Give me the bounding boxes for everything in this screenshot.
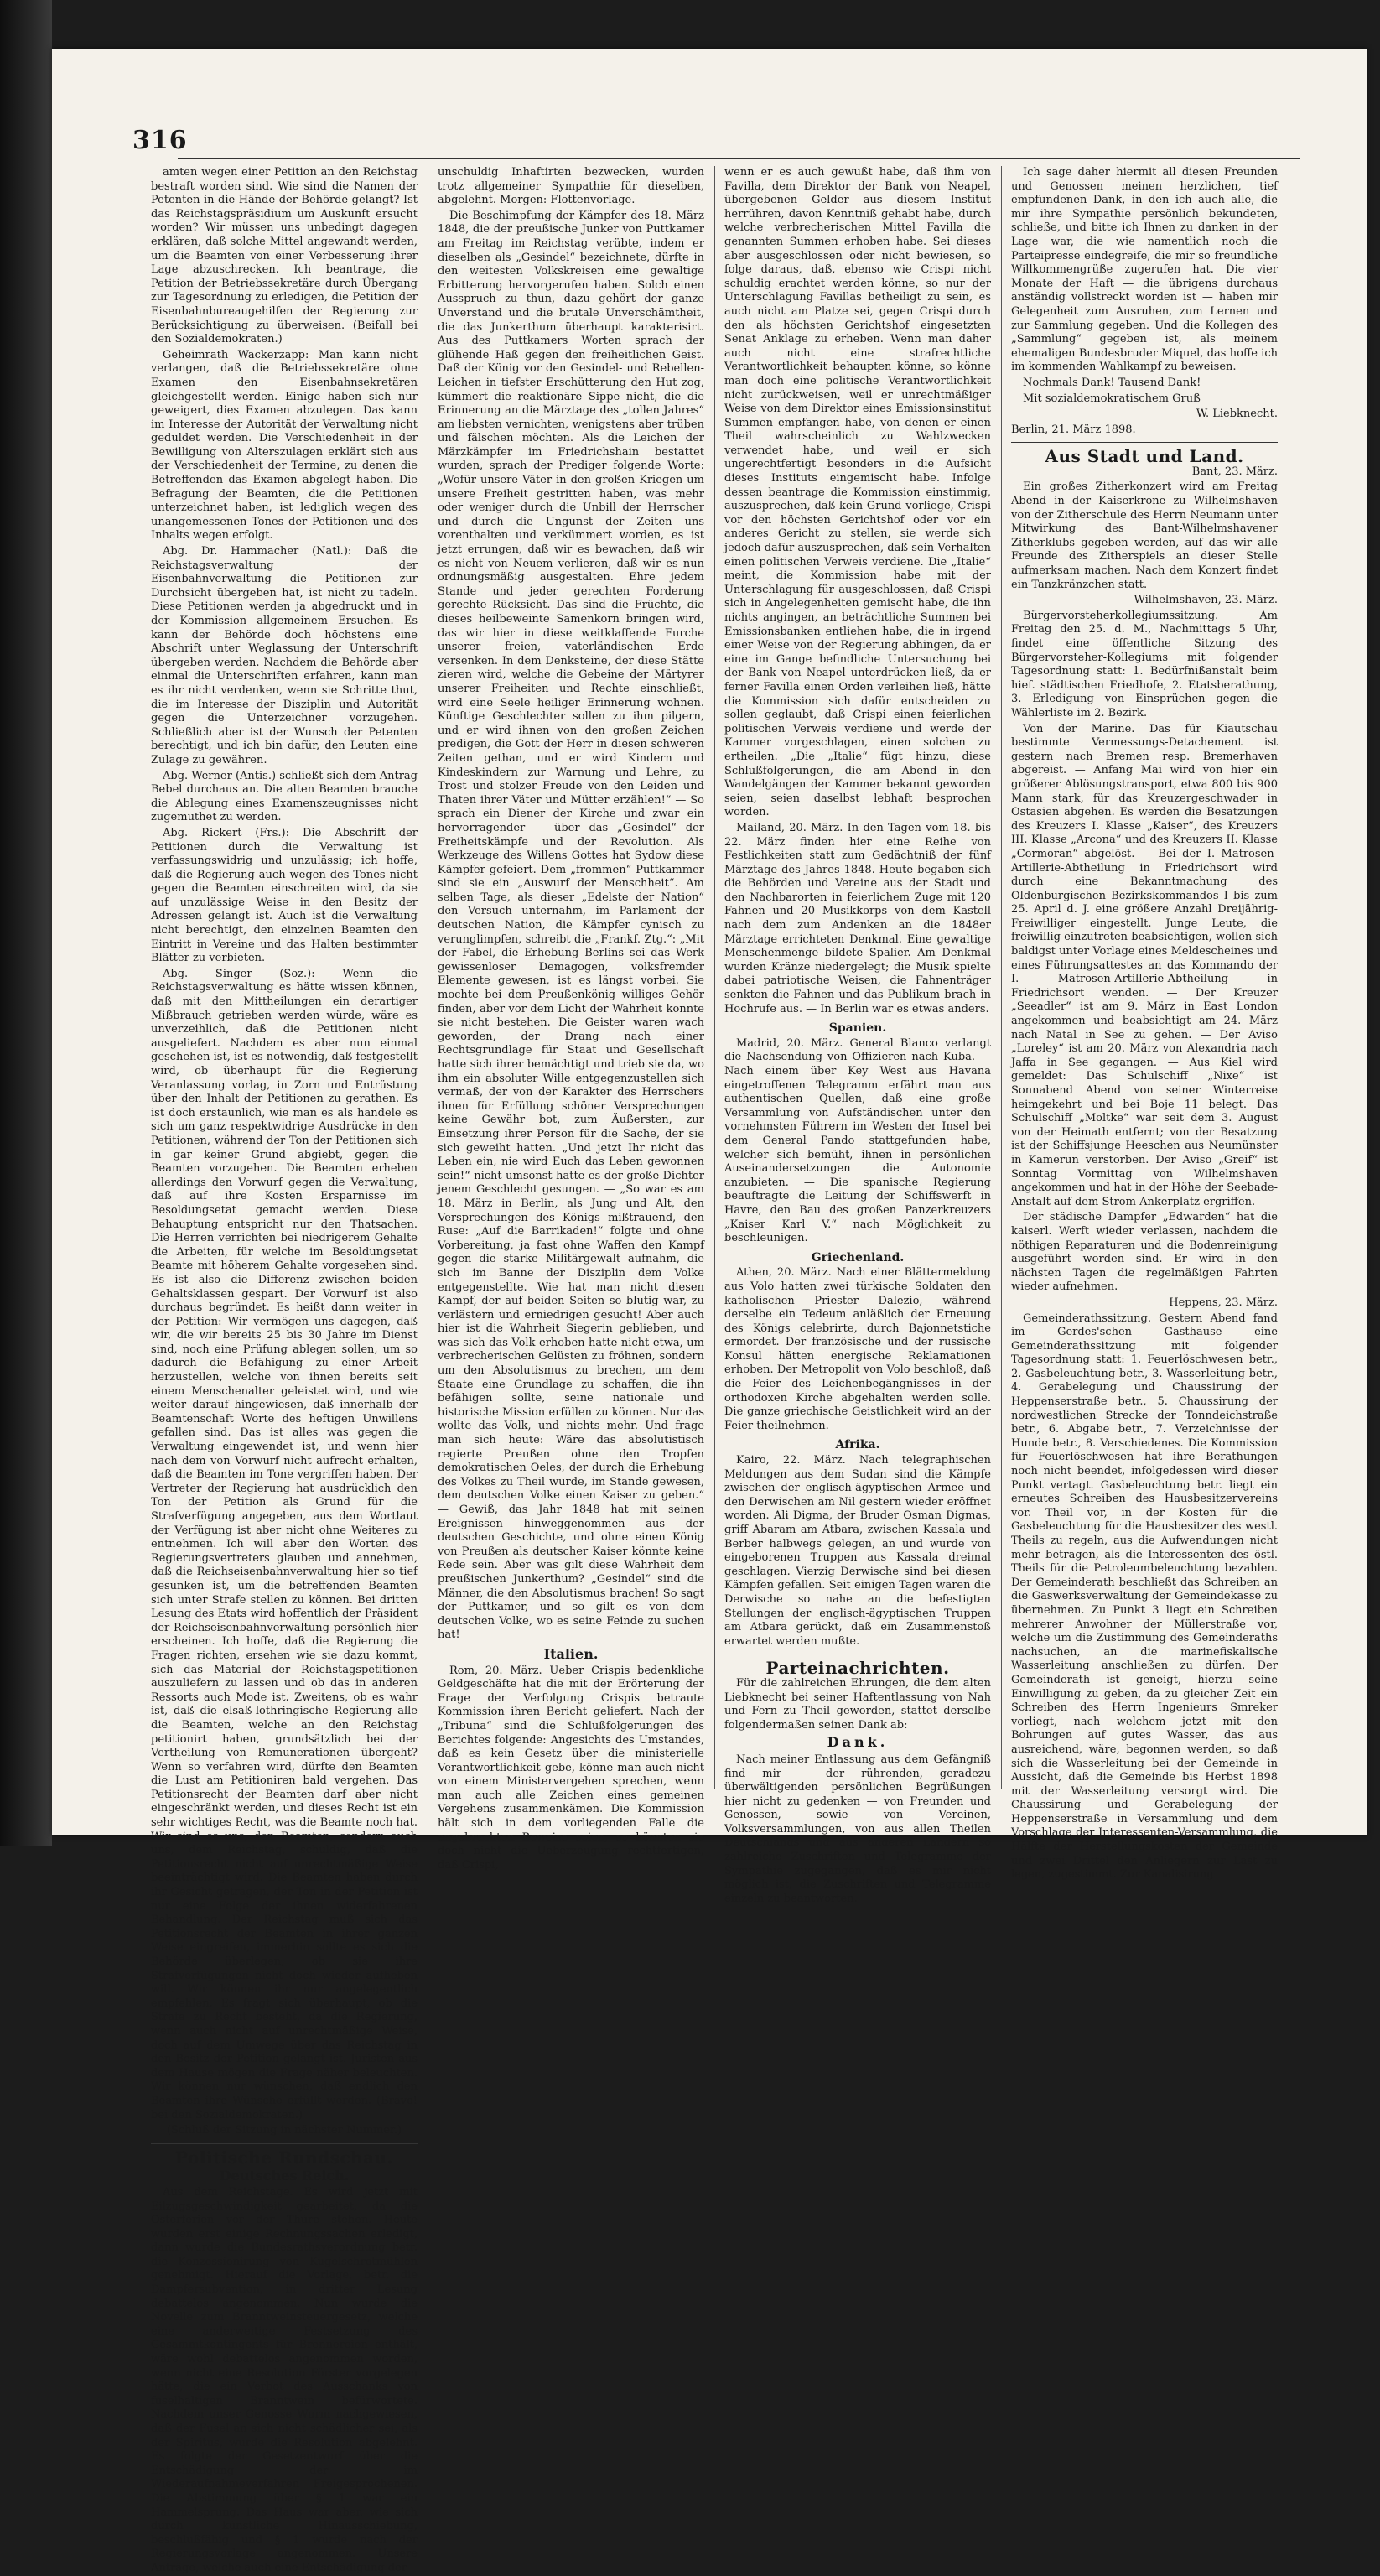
column-4 bbox=[1011, 166, 1278, 1882]
column-3 bbox=[724, 166, 991, 1905]
paragraph: amten wegen einer Petition an den Reichstag bestraft worden sind. Wie sind die Namen der Petenten in die Hände der Behörde gelangt? Ist das Reichstagspräsidium um Auskunft ersucht worden? Wir müssen uns unbedingt dagegen erklären, daß solche Mittel angewandt werden, um die Beamten von einer Verbesserung ihrer Lage abzuschrecken. Ich beantrage, die Petition der Betriebssekretäre durch Übergang zur Tagesordnung zu erledigen, die Petition der Eisenbahnbureaugehilfen der Regierung zur Berücksichtigung zu überweisen. (Beifall bei den Sozialdemokraten.) bbox=[151, 166, 418, 346]
paragraph: Mit sozialdemokratischem Gruß bbox=[1023, 392, 1201, 405]
place-dateline: Wilhelmshaven, 23. März. bbox=[1134, 594, 1278, 607]
subsection-germany: Deutsches Reich. bbox=[219, 2168, 350, 2184]
page-number: 316 bbox=[132, 126, 188, 155]
book-binding bbox=[0, 0, 52, 1846]
paragraph: Für die zahlreichen Ehrungen, die dem alten Liebknecht bei seiner Haftentlassung von Nah und Fern zu Theil geworden, stattet derselbe folgendermaßen seinen Dank ab: bbox=[724, 1676, 991, 1732]
column-2 bbox=[438, 166, 704, 1872]
paragraph: Ein großes Zitherkonzert wird am Freitag Abend in der Kaiserkrone zu Wilhelmshaven von der Zitherschule des Herrn Neumann unter Mitwirkung des Bant-Wilhelmshavener Zitherklubs gegeben werden, auf das wir alle Freunde des Zitherspiels an dieser Stelle aufmerksam machen. Nach dem Konzert findet ein Tanzkränzchen statt. bbox=[1011, 480, 1278, 591]
section-title-party-news: Parteinachrichten. bbox=[765, 1658, 950, 1679]
dank-heading: Dank. bbox=[827, 1734, 889, 1751]
place-dateline: Heppens, 23. März. bbox=[1169, 1296, 1278, 1309]
paragraph: Nochmals Dank! Tausend Dank! bbox=[1023, 376, 1201, 389]
section-title-local-news: Aus Stadt und Land. bbox=[1045, 446, 1244, 467]
paragraph: wenn er es auch gewußt habe, daß ihm von Favilla, dem Direktor der Bank von Neapel, übergebenen Gelder aus diesem Institut herrühren, davon Kenntniß gehabt habe, durch welche verbrecherischen Mittel Favilla die genannten Summen erhoben habe. Sei dieses aber ausgeschlossen oder nicht bewiesen, so folge daraus, daß, ebenso wie Crispi nicht schuldig erachtet werden könne, so nur der Unterschlagung Favillas betheiligt zu sein, es auch nicht am Platze sei, gegen Crispi durch den als höchsten Gerichtshof eingesetzten Senat Anklage zu erheben. Wenn man daher auch nicht eine strafrechtliche Verantwortlichkeit behaupten könne, so könne man doch eine politische Verantwortlichkeit nicht zurückweisen, weil er unrechtmäßiger Weise von dem Direktor eines Emissionsinstitut Summen empfangen habe, von denen er einen Theil wahrscheinlich zu Wahlzwecken verwendet habe, und weil er sich ungerechtfertigt besonders in die Aufsicht dieses Instituts eingemischt habe. Infolge dessen beantrage die Kommission einstimmig, auszusprechen, daß kein Grund vorliege, Crispi vor den höchsten Gerichtshof oder vor ein anderes Gericht zu stellen, sie werde sich jedoch dafür auszusprechen, daß sein Verhalten einen politischen Verweis verdiene. Die „Italie“ meint, die Kommission habe mit der Unterschlagung für ausgeschlossen, daß Crispi sich in Angelegenheiten gemischt habe, die ihn nichts angingen, an beträchtliche Summen bei Emissionsbanken entliehen habe, die in irgend einer Weise von der Regierung abhingen, da er eine im Gange befindliche Untersuchung bei der Bank von Neapel unterdrücken ließ, da er ferner Favilla einen Orden verleihen ließ, hätte die Kommission sich dafür entscheiden zu sollen geglaubt, daß Crispi einen feierlichen politischen Verweis verdiene und werde der Kammer vorgeschlagen, einen solchen zu ertheilen. „Die „Italie“ fügt hinzu, diese Schlußfolgerungen, die am Abend in den Wandelgängen der Kammer bekannt geworden seien, seien daselbst lebhaft besprochen worden. bbox=[724, 166, 991, 819]
paragraph: Von der Marine. Das für Kiautschau bestimmte Vermessungs-Detachement ist gestern nach Bremen resp. Bremerhaven abgereist. — Anfang Mai wird von hier ein größerer Ablösungstransport, etwa 800 bis 900 Mann stark, für das Kreuzergeschwader in Ostasien abgehen. Es werden die Besatzungen des Kreuzers I. Klasse „Kaiser“, des Kreuzers III. Klasse „Arcona“ und des Kreuzers II. Klasse „Cormoran“ abgelöst. — Bei der I. Matrosen-Artillerie-Abtheilung in Friedrichsort wird durch eine Bekanntmachung des Oldenburgischen Bezirkskommandos I bis zum 25. April d. J. eine größere Anzahl Dreijährig-Freiwilliger eingestellt. Junge Leute, die freiwillig einzutreten beabsichtigen, wollen sich baldigst unter Vorlage eines Meldescheines und eines Führungsattestes an das Kommando der I. Matrosen-Artillerie-Abtheilung in Friedrichsort wenden. — Der Kreuzer „Seeadler“ ist am 9. März in East London angekommen und beabsichtigt am 24. März nach Natal in See zu gehen. — Der Aviso „Loreley“ ist am 20. März von Alexandria nach Jaffa in See gegangen. — Aus Kiel wird gemeldet: Das Schulschiff „Nixe“ ist Sonnabend Abend von seiner Winterreise heimgekehrt und bei Boje 11 belegt. Das Schulschiff „Moltke“ war seit dem 3. August von der Heimath entfernt; von der Besatzung ist der Schiffsjunge Heeschen aus Neumünster in Kamerun verstorben. Der Aviso „Greif“ ist Sonntag Vormittag von Wilhelmshaven angekommen und hat in der Höhe der Seebade-Anstalt auf dem Strom Ankerplatz ergriffen. bbox=[1011, 722, 1278, 1208]
column-divider bbox=[714, 166, 715, 1789]
column-1 bbox=[151, 166, 418, 2574]
dateline: Berlin, 21. März 1898. bbox=[1011, 423, 1136, 436]
paragraph: Abg. Werner (Antis.) schließt sich dem Antrag Bebel durchaus an. Die alten Beamten brauche die Ablegung eines Examenszeugnisses nicht zugemuthet zu werden. bbox=[151, 769, 418, 824]
newspaper-page bbox=[52, 49, 1367, 2574]
paragraph: Abg. Dr. Hammacher (Natl.): Daß die Reichstagsverwaltung der Eisenbahnverwaltung die Petitionen zur Durchsicht übergeben hat, ist nicht zu tadeln. Diese Petitionen werden ja abgedruckt und in der Kommission allgemeinem Ersuchen. Es kann der Behörde doch höchstens eine Abschrift unter Weglassung der Unterschrift übergeben werden. Nachdem die Behörde aber einmal die Unterschriften erfahren, kann man es ihr nicht verdenken, wenn sie Schritte thut, die im Interesse der Disziplin und Autorität gegen die Unterzeichner vorzugehen. Schließlich aber ist der Wunsch der Petenten berechtigt, und ich bin dafür, den Leuten eine Zulage zu gewähren. bbox=[151, 545, 418, 766]
paragraph: Rom, 20. März. Ueber Crispis bedenkliche Geldgeschäfte hat die mit der Erörterung der Frage der Verfolgung Crispis betraute Kommission ihren Bericht geliefert. Nach der „Tribuna“ sind die Schlußfolgerungen des Berichtes folgende: Angesichts des Umstandes, daß es kein Gesetz über die ministerielle Verantwortlichkeit gebe, könne man auch nicht von einem Ministervergehen sprechen, wenn man auch alle Zeichen eines gemeinen Vergehens zusammenkämen. Die Kommission hält sich in dem vorliegenden Falle die angebrachten Beweise seien, so könnten sie doch nicht die Ueberzeugung rechtfertigen, daß Crispi, bbox=[438, 1664, 704, 1872]
section-title-politics: Politische Rundschau. bbox=[174, 2147, 394, 2168]
paragraph: Nach meiner Entlassung aus dem Gefängniß find mir — der rührenden, geradezu überwältigenden persönlichen Begrüßungen hier nicht zu gedenken — von Freunden und Genossen, sowie von Vereinen, Volksversammlungen, von aus allen Theilen Deutschlands und aus anderen Ländern so zahlreiche Zuschriften und Telegramme der Sympathie zugegangen, daß es mir nicht möglich ist, die Zuschriften und Telegramme einzeln zu beantworten. bbox=[724, 1753, 991, 1905]
subsection-italy: Italien. bbox=[543, 1645, 599, 1662]
paragraph: Gemeinderathssitzung. Gestern Abend fand im Gerdes'schen Gasthause eine Gemeinderathssitzung mit folgender Tagesordnung statt: 1. Feuerlöschwesen betr., 2. Gasbeleuchtung betr., 3. Wasserleitung betr., 4. Gerabelegung und Chaussirung der Heppenserstraße betr., 5. Chaussirung der nordwestlichen Strecke der Tonndeichstraße betr., 6. Abgabe betr., 7. Verzeichnisse der Hunde betr., 8. Verschiedenes. Die Kommission für Feuerlöschwesen hat ihre Berathungen noch nicht beendet, infolgedessen wird dieser Punkt vertagt. Gasbeleuchtung betr. liegt ein erneutes Schreiben des Hausbesitzervereins vor. Theil vor, in der Kosten für die Gasbeleuchtung für die Hausbesitzer des westl. Theils zu regeln, aus die Aufwendungen nicht mehr betragen, als die Interessenten des östl. Theils für die Petroleumbeleuchtung bezahlen. Der Gemeinderath beschließt das Schreiben an die Gaswerksverwaltung der Gemeindekasse zu übernehmen. Zu Punkt 3 liegt ein Schreiben mehrerer Anwohner der Müllerstraße vor, welche um die Zustimmung des Gemeinderaths nachsuchen, an die marinefiskalische Wasserleitung anschließen zu dürfen. Der Gemeinderath ist geneigt, hierzu seine Einwilligung zu geben, da zu gleicher Zeit ein Schreiben des Herrn Ingenieurs Smreker vorliegt, nach welchem jetzt mit den Bohrungen auf gutes Wasser, das aus ausreichend, wäre, begonnen werden, so daß sich die Wasserleitung bei der Gemeinde in Aussicht, daß die Gemeinde bis Herbst 1898 mit der Wasserleitung versorgt wird. Die Chaussirung und Gerabelegung der Heppenserstraße in Versammlung und dem Vorschlage der Interessenten-Versammlung, die Hälfte der Herstellungskosten der Gemeinde und zwei Drittel den Anliegern zur Last zu legen, zugestimmt. Zur Kanalisirung bbox=[1011, 1311, 1278, 1882]
signature: W. Liebknecht. bbox=[1196, 408, 1278, 421]
subsection-spain: Spanien. bbox=[828, 1021, 887, 1036]
subsection-greece: Griechenland. bbox=[811, 1250, 905, 1265]
paragraph: Geheimrath Wackerzapp: Man kann nicht verlangen, daß die Betriebssekretäre ohne Examen den Eisenbahnsekretären gleichgestellt werden. Einige haben sich nur geweigert, dies Examen abzulegen. Das kann im Interesse der Autorität der Verwaltung nicht geduldet werden. Die Verschiedenheit in der Bewilligung von Alterszulagen erklärt sich aus der Verschiedenheit der Termine, zu denen die Betreffenden das Examen abgelegt haben. Die Befragung der Beamten, die die Petitionen unterzeichnet haben, ist lediglich wegen des unangemessenen Tones der Petitionen und des Inhalts wegen erfolgt. bbox=[151, 348, 418, 543]
paragraph: Bürgervorsteherkollegiumssitzung. Am Freitag den 25. d. M., Nachmittags 5 Uhr, findet eine öffentliche Sitzung des Bürgervorsteher-Kollegiums mit folgender Tagesordnung statt: 1. Bedürfnißanstalt beim hief. städtischen Friedhofe, 2. Etatsberathung, 3. Erledigung von Einsprüchen gegen die Wählerliste im 2. Bezirk. bbox=[1011, 609, 1278, 719]
paragraph: Abg. Rickert (Frs.): Die Abschrift der Petitionen durch die Verwaltung ist verfassungswidrig und unzulässig; ich hoffe, daß die Regierung auch wegen des Tones nicht gegen die Beamten einschreiten wird, da sie auf unzulässige Weise in den Besitz der Adressen gelangt ist. Auch ist die Verwaltung nicht berechtigt, den einzelnen Beamten den Eintritt in Vereine und das Halten bestimmter Blätter zu verbieten. bbox=[151, 826, 418, 965]
paragraph: Die Beschimpfung der Kämpfer des 18. März 1848, die der preußische Junker von Puttkamer am Freitag im Reichstag verübte, indem er dieselben als „Gesindel“ bezeichnete, dürfte in den weitesten Volkskreisen eine gewaltige Erbitterung hervorgerufen haben. Solch einen Ausspruch zu thun, dazu gehört der ganze Unverstand und die brutale Unverschämtheit, die das Junkerthum überhaupt karakterisirt. Aus des Puttkamers Worten sprach der glühende Haß gegen den freiheitlichen Geist. Daß der König vor den Gesindel- und Rebellen-Leichen in tiefster Erschütterung den Hut zog, kümmert die reaktionäre Sippe nicht, die die Erinnerung an die Märztage des „tollen Jahres“ am liebsten vernichten, wenigstens aber trüben und fälschen möchten. Als die Leichen der Märzkämpfer im Friedrichshain bestattet wurden, sprach der Prediger folgende Worte: „Wofür unsere Väter in den großen Kriegen um unsere Freiheit gestritten haben, was mehr oder weniger durch die Unbill der Herrscher und durch die Ungunst der Zeiten uns vorenthalten und verkümmert worden, es ist jetzt errungen, daß wir es bewachen, daß wir es nicht von Neuem verlieren, daß wir es nun ordnungsmäßig ausgestalten. Ehre jedem Stande und jeder gerechten Forderung gerechte Rücksicht. Das sind die Früchte, die dieses heilbeweinte Samenkorn bringen wird, das wir hier in diese weitklaffende Furche unserer freien, vaterländischen Erde versenken. In dem Denksteine, der diese Stätte zieren wird, welche die Gebeine der Märtyrer unserer Freiheiten und Rechte einschließt, wird eine Seele heiliger Erinnerung wohnen. Künftige Geschlechter sollen zu ihm pilgern, und er wird ihnen von den großen Zeichen predigen, die Gott der Herr in diesen schweren Zeiten gethan, und er wird Kindern und Kindeskindern zur Warnung und Lehre, zu Trost und stolzer Freude von den Leiden und Thaten ihrer Väter und Mütter erzählen!“ — So sprach ein Diener der Kirche und zwar ein hervorragender — über das „Gesindel“ der Freiheitskämpfe und der Revolution. Als Werkzeuge des Willens Gottes hat Sydow diese Kämpfer gefeiert. Dem „frommen“ Puttkammer sind sie ein „Auswurf der Menschheit“. Am selben Tage, als dieser „Edelste der Nation“ den Versuch unternahm, im Parlament der deutschen Nation, die Kämpfer cynisch zu verunglimpfen, schreibt die „Frankf. Ztg.“: „Mit der Fabel, die Erhebung Berlins sei das Werk gewissenloser Demagogen, volksfremder Elemente gewesen, ist es längst vorbei. Sie mochte bei dem Preußenkönig williges Gehör finden, aber vor dem Licht der Wahrheit konnte sie nicht bestehen. Die Geister waren wach geworden, der Drang nach einer Rechtsgrundlage für Staat und Gesellschaft hatte sich ihrer bemächtigt und trieb sie da, wo ihm ein absoluter Wille entgegenzustellen sich vermaß, der von der Karakter des Herrschers ihnen für Erfüllung schöner Versprechungen keine Gewähr bot, zum Äußersten, zur Einsetzung ihrer Person für die Sache, der sie sich geweiht hatten. „Und jetzt Ihr nicht das Leben ein, nie wird Euch das Leben gewonnen sein!“ nicht umsonst hatte es der große Dichter jenem Geschlecht gesungen. — „So war es am 18. März in Berlin, als Jung und Alt, den Versprechungen des Königs mißtrauend, den Ruse: „Auf die Barrikaden!“ folgte und ohne Vorbereitung, ja fast ohne Waffen den Kampf gegen die starke Militärgewalt aufnahm, die sich im Banne der Disziplin dem Volke entgegenstellte. Wie hat man nicht diesen Kampf, der auf beiden Seiten so blutig war, zu verlästern und erniedrigen gesucht! Aber auch hier ist die Wahrheit Siegerin geblieben, und was sich das Volk erhoben hatte nicht etwa, um verbrecherischen Gelüsten zu fröhnen, sondern um den Absolutismus zu brechen, um dem Staate eine Grundlage zu schaffen, die ihn befähigen sollte, seine nationale und historische Mission erfüllen zu können. Nur das wollte das Volk, und nichts mehr. Und frage man sich heute: Wäre das absolutistisch regierte Preußen ohne den Tropfen demokratischen Oeles, der durch die Erhebung des Volkes zu Theil wurde, im Stande gewesen, dem deutschen Volke einen Kaiser zu geben.“ — Gewiß, das Jahr 1848 hat mit seinen Ereignissen hinweggenommen aus der deutschen Geschichte, und ohne einen König von Preußen als deutscher Kaiser könnte keine Rede sein. Aber was gilt diese Wahrheit dem preußischen Junkerthum? „Gesindel“ sind die Männer, die den Absolutismus brachen! So sagt der Puttkamer, und so gilt es von dem deutschen Volke, wo es seine Feinde zu suchen hat! bbox=[438, 209, 704, 1642]
paragraph: Ich sage daher hiermit all diesen Freunden und Genossen meinen herzlichen, tief empfundenen Dank, in den ich auch alle, die mir ihre Sympathie persönlich bekundeten, schließe, und bitte ich Ihnen zu danken in der Lage war, die wie namentlich noch die Parteipresse eindegreife, die mir so freundliche Willkommengrüße zugerufen hat. Die vier Monate der Haft — die übrigens durchaus anständig vollstreckt worden ist — haben mir Gelegenheit zum Ausruhen, zum Lernen und zur Sammlung gegeben. Und die Kollegen des „Sammlung“ gegeben ist, als meinem ehemaligen Bundesbruder Miquel, das hoffe ich im kommenden Wahlkampf zu beweisen. bbox=[1011, 166, 1278, 374]
closing-note: (Schluß der Sitzung in nächster Nummer.) bbox=[166, 2124, 402, 2137]
header-rule bbox=[178, 158, 1300, 159]
paragraph: Athen, 20. März. Nach einer Blättermeldung aus Volo hatten zwei türkische Soldaten den katholischen Priester Dalezio, während derselbe ein Tedeum anläßlich der Erneuung des Königs celebrirte, durch Bajonnetstiche ermordet. Der französische und der russische Konsul hätten energische Reklamationen erhoben. Der Metropolit von Volo beschloß, daß die Feier des Leichenbegängnisses in der orthodoxen Kirche abgehalten werden solle. Die ganze griechische Geistlichkeit wird an der Feier theilnehmen. bbox=[724, 1266, 991, 1432]
paragraph: Abg. Singer (Soz.): Wenn die Reichstagsverwaltung es hätte wissen können, daß mit den Mittheilungen ein derartiger Mißbrauch getrieben werden würde, wäre es unverzeihlich, daß die Petitionen nicht ausgeliefert. Nachdem es aber nun einmal geschehen ist, ist es notwendig, daß festgestellt wird, ob überhaupt für die Regierung Veranlassung vorlag, in Zorn und Entrüstung über den Inhalt der Petitionen zu gerathen. Es ist doch erstaunlich, wie man es als handele es sich um ganz respektwidrige Ausdrücke in den Petitionen, während der Ton der Petitionen sich in gar keiner Grund abgiebt, gegen die Beamten vorzugehen. Die Beamten erheben allerdings den Vorwurf gegen die Verwaltung, daß auf ihre Kosten Ersparnisse im Besoldungsetat gemacht werden. Diese Behauptung entspricht nur den Thatsachen. Die Herren verrichten bei niedrigerem Gehalte die Arbeiten, für welche im Besoldungsetat Beamte mit höherem Gehalte vorgesehen sind. Es ist also die Differenz zwischen beiden Gehaltsklassen gespart. Der Vorwurf ist also durchaus begründet. Es heißt dann weiter in der Petition: Wir vermögen uns dagegen, daß wir, die wir bereits 25 bis 30 Jahre im Dienst sind, noch eine Prüfung ablegen sollen, um so dadurch die Befähigung zu einer Arbeit herzustellen, welche von ihnen bereits seit einem Menschenalter geleistet wird, und wie weiter darauf hingewiesen, daß innerhalb der Beamtenschaft Worte des heftigen Unwillens gefallen sind. Das ist alles was gegen die Verwaltung eingewendet ist, und wenn hier nach dem von Vorwurf nicht aufrecht erhalten, daß die Beamten im Tone vergriffen haben. Der Vertreter der Regierung hat ausdrücklich den Ton der Petition als Grund für die Strafverfügung angegeben, aus dem Wortlaut der Verfügung ist aber nicht ohne Weiteres zu entnehmen. Ich will aber den Worten des Regierungsvertreters glauben und annehmen, daß die Reichseisenbahnverwaltung hier so tief gesunken ist, um die betreffenden Beamten sich unter Strafe stellen zu können. Bei dritten Lesung des Etats wird hoffentlich der Präsident der Reichseisenbahnverwaltung persönlich hier erscheinen. Ich hoffe, daß die Regierung die Fragen richten, ersehen wie sie dazu kommt, sich das Material der Reichstagspetitionen auszuliefern zu lassen und ob das in anderen Ressorts auch Mode ist. Zweitens, ob es wahr ist, daß die elsaß-lothringische Regierung alle die Beamten, welche an den Reichstag petitionirt haben, grundsätzlich bei der Vertheilung von Remunerationen übergeht? Wenn so verfahren wird, dürfte den Beamten die Lust am Petitioniren bald vergehen. Das Petitionsrecht der Beamten darf aber nicht eingeschränkt werden, und dieses Recht ist ein sehr wichtiges Recht, was die Beamte noch hat. Wir sind es uns, den Beamten, sondern auch uns, dem Reichstag, schuldig, daß die Petitionsrecht nicht auf unrechtmäßige Weise beeinträchtigt wird. Die Beamten haben durch ihr Gesicht getragen, der Ton in der Petition ist nur eine Folge der ihnen widerfahrenen Behandlung. Der Reichstag muß sich das Petitionsrecht der Beamten in ihrer ganzen Weise eingreifen, immerhin sollte es sich die Behörde überlegen, ob sie ihre Strafverfügungen nicht doch wieder aufheben will. Wir können ihr nur angelegentlich empfehlen. Es fragt sich überhaupt, ob die Strafe zu Recht besteht, da die Regierung, wenn auch nicht auf unrechtmäßige Weise, doch auf dem Umwege über das Reichstag in den Besitz der Petition gelangt ist. Juristen aus dem Hause mögen die Frage näher beleuchten. Wir können nur wünschen, daß endlich den Beamten ihre Wünsche erfüllt werden. (Bravo! bei den Sozialdemokraten.) bbox=[151, 967, 418, 2122]
paragraph: Madrid, 20. März. General Blanco verlangt die Nachsendung von Offizieren nach Kuba. — Nach einem über Key West aus Havana eingetroffenen Telegramm erfährt man aus authentischen Quellen, daß eine große Versammlung von Aufständischen unter den vornehmsten Führern im Westen der Insel bei dem General Pando stattgefunden habe, welcher sich bemüht, ihnen in persönlichen Auseinandersetzungen die Autonomie anzubieten. — Die spanische Regierung beauftragte die Leitung der Schiffswerft in Havre, den Bau des großen Panzerkreuzers „Kaiser Karl V.“ nach Möglichkeit zu beschleunigen. bbox=[724, 1036, 991, 1245]
subsection-africa: Afrika. bbox=[835, 1438, 880, 1452]
place-dateline: Bant, 23. März. bbox=[1191, 465, 1278, 478]
paragraph: Kairo, 22. März. Nach telegraphischen Meldungen aus dem Sudan sind die Kämpfe zwischen der englisch-ägyptischen Armee und den Derwischen am Nil gestern wieder eröffnet worden. Ali Digma, der Bruder Osman Digmas, griff Abaram am Atbara, zwischen Kassala und Berber halbwegs gelegen, an und wurde von eingeborenen Truppen aus Kassala dreimal geschlagen. Vierzig Derwische sind bei diesen Kämpfen gefallen. Seit einigen Tagen waren die Derwische so nahe an die befestigten Stellungen der englisch-ägyptischen Truppen am Atbara gerückt, daß ein Zusammenstoß erwartet werden mußte. bbox=[724, 1454, 991, 1648]
section-rule bbox=[1011, 442, 1278, 443]
paragraph: Der städische Dampfer „Edwarden“ hat die kaiserl. Werft wieder verlassen, nachdem die nöthigen Reparaturen und die Bodenreinigung ausgeführt worden sind. Er wird in den nächsten Tagen die regelmäßigen Fahrten wieder aufnehmen. bbox=[1011, 1211, 1278, 1294]
paragraph: Aus dem Reichstage. Es wird jetzt mit Eilzugsgeschwindigkeit gearbeitet, da die Osterferien vor der Thüre stehen. Heute wurden erst einige Rechnungssachen erledigt, dann wurde die Bundesrathsverordnung betr. die Konzessionirung von Kugelschrotmühlen genehmigt. Hierauf die Vorlage, betr. die Dampfersubvention, in dritter Lesung debattelos angenommen. Nun wurde die Novelle zum Branntweinsteuergesetz, welche eine anderweitige Festsetzung des Gesammtkontingents für Brennereien enthält, wäre wohl debattelos angenommen worden, wenn nicht eine Resolution Förster vorgelegen hätte, die ein Verbot des Ausschanks von fuselhaltigen Branntwein befürwortete. Nachdem unser Genosse Wurm nachgewiesen, daß der Fusel an sich nicht schädlicher sei, als der Spiritus, wurde die Resolution abgelehnt. Es folgte der Gesetzentwurf über die Entschädigung der im Wiederaufnahmeverfahren Freigesprochenen. Die Abstimmung über § 1 war ein Hammelsprung. Das Haus war aber, wie sich durch künstliche Hinausschiebung, beschlußfähig und § 1 wurde nach der Regierungsvorlage angenommen. Unsere Anträge, welche auch eine Entschädigung der bbox=[151, 2185, 418, 2574]
paragraph: Mailand, 20. März. In den Tagen vom 18. bis 22. März finden hier eine Reihe von Festlichkeiten statt zum Gedächtniß der fünf Märztage des Jahres 1848. Heute begaben sich die Behörden und Vereine aus der Stadt und den Nachbarorten in feierlichem Zuge mit 120 Fahnen und 20 Musikkorps von dem Kastell nach dem zum Andenken an die 1848er Märztage errichteten Denkmal. Eine gewaltige Menschenmenge bildete Spalier. Am Denkmal wurden Kränze niedergelegt; die Musik spielte dabei patriotische Weisen, die Fahnenträger senkten die Fahnen und das Publikum brach in Hochrufe aus. — In Berlin war es etwas anders. bbox=[724, 821, 991, 1015]
paragraph: unschuldig Inhaftirten bezwecken, wurden trotz allgemeiner Sympathie für dieselben, abgelehnt. Morgen: Flottenvorlage. bbox=[438, 166, 704, 207]
section-rule bbox=[151, 2143, 418, 2144]
column-divider bbox=[1001, 166, 1002, 1789]
